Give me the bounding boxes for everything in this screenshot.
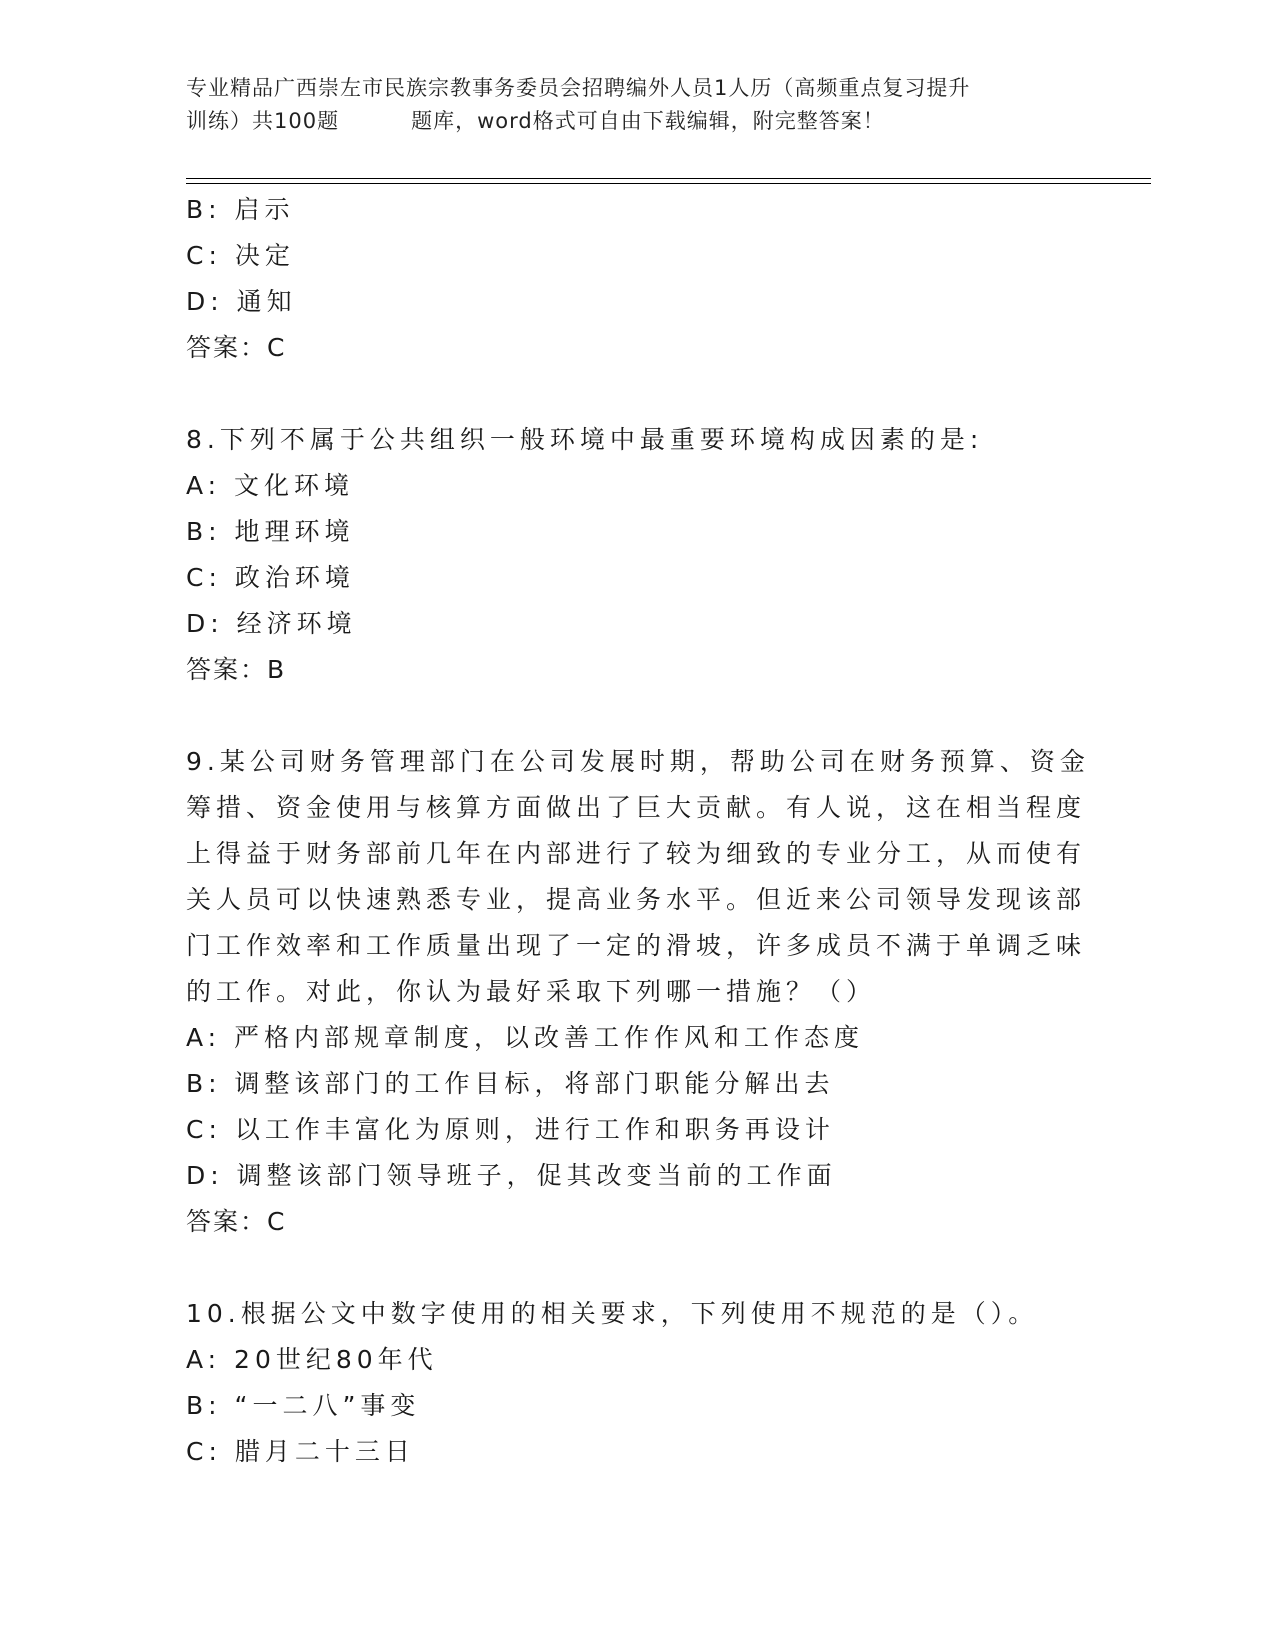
option-c: C: 决定 bbox=[186, 241, 295, 270]
header-rule-bottom bbox=[186, 183, 1151, 184]
question-9 bbox=[186, 739, 1090, 1245]
option-c: C: 腊月二十三日 bbox=[186, 1437, 415, 1466]
option-a: A: 20世纪80年代 bbox=[186, 1345, 438, 1374]
question-7-tail bbox=[186, 187, 1086, 371]
question-10 bbox=[186, 1291, 1086, 1475]
option-d: D: 调整该部门领导班子，促其改变当前的工作面 bbox=[186, 1161, 837, 1190]
question-8 bbox=[186, 417, 1086, 693]
question-stem-line: 筹措、资金使用与核算方面做出了巨大贡献。有人说，这在相当程度 bbox=[186, 793, 1087, 822]
header-title-part-b: 题库，word格式可自由下载编辑，附完整答案！ bbox=[411, 109, 885, 133]
option-a: A: 严格内部规章制度，以改善工作作风和工作态度 bbox=[186, 1023, 865, 1052]
document-body bbox=[186, 187, 1090, 1475]
page-header bbox=[186, 72, 1086, 138]
answer-line: 答案：B bbox=[186, 655, 287, 684]
question-stem: 10.根据公文中数字使用的相关要求，下列使用不规范的是（）。 bbox=[186, 1299, 1039, 1328]
question-stem-line: 9.某公司财务管理部门在公司发展时期，帮助公司在财务预算、资金 bbox=[186, 747, 1090, 776]
spacer bbox=[186, 693, 1086, 739]
option-b: B: 启示 bbox=[186, 195, 295, 224]
option-c: C: 政治环境 bbox=[186, 563, 355, 592]
question-stem-line: 关人员可以快速熟悉专业，提高业务水平。但近来公司领导发现该部 bbox=[186, 885, 1087, 914]
option-d: D: 经济环境 bbox=[186, 609, 357, 638]
spacer bbox=[186, 371, 1086, 417]
header-title-part-a: 训练）共100题 bbox=[186, 109, 340, 133]
option-a: A: 文化环境 bbox=[186, 471, 355, 500]
option-b: B: “一二八”事变 bbox=[186, 1391, 421, 1420]
answer-line: 答案：C bbox=[186, 1207, 287, 1236]
header-title-line-1: 专业精品广西崇左市民族宗教事务委员会招聘编外人员1人历（高频重点复习提升 bbox=[186, 76, 971, 100]
option-d: D: 通知 bbox=[186, 287, 297, 316]
spacer bbox=[186, 1245, 1086, 1291]
option-b: B: 调整该部门的工作目标，将部门职能分解出去 bbox=[186, 1069, 835, 1098]
header-title-line-2 bbox=[186, 105, 1086, 138]
answer-line: 答案：C bbox=[186, 333, 287, 362]
question-stem-line: 门工作效率和工作质量出现了一定的滑坡，许多成员不满于单调乏味 bbox=[186, 931, 1087, 960]
question-stem: 8.下列不属于公共组织一般环境中最重要环境构成因素的是: bbox=[186, 425, 984, 454]
header-rule-top bbox=[186, 178, 1151, 179]
option-c: C: 以工作丰富化为原则，进行工作和职务再设计 bbox=[186, 1115, 835, 1144]
question-stem-line: 的工作。对此，你认为最好采取下列哪一措施？（） bbox=[186, 977, 877, 1006]
question-stem-line: 上得益于财务部前几年在内部进行了较为细致的专业分工，从而使有 bbox=[186, 839, 1087, 868]
option-b: B: 地理环境 bbox=[186, 517, 355, 546]
